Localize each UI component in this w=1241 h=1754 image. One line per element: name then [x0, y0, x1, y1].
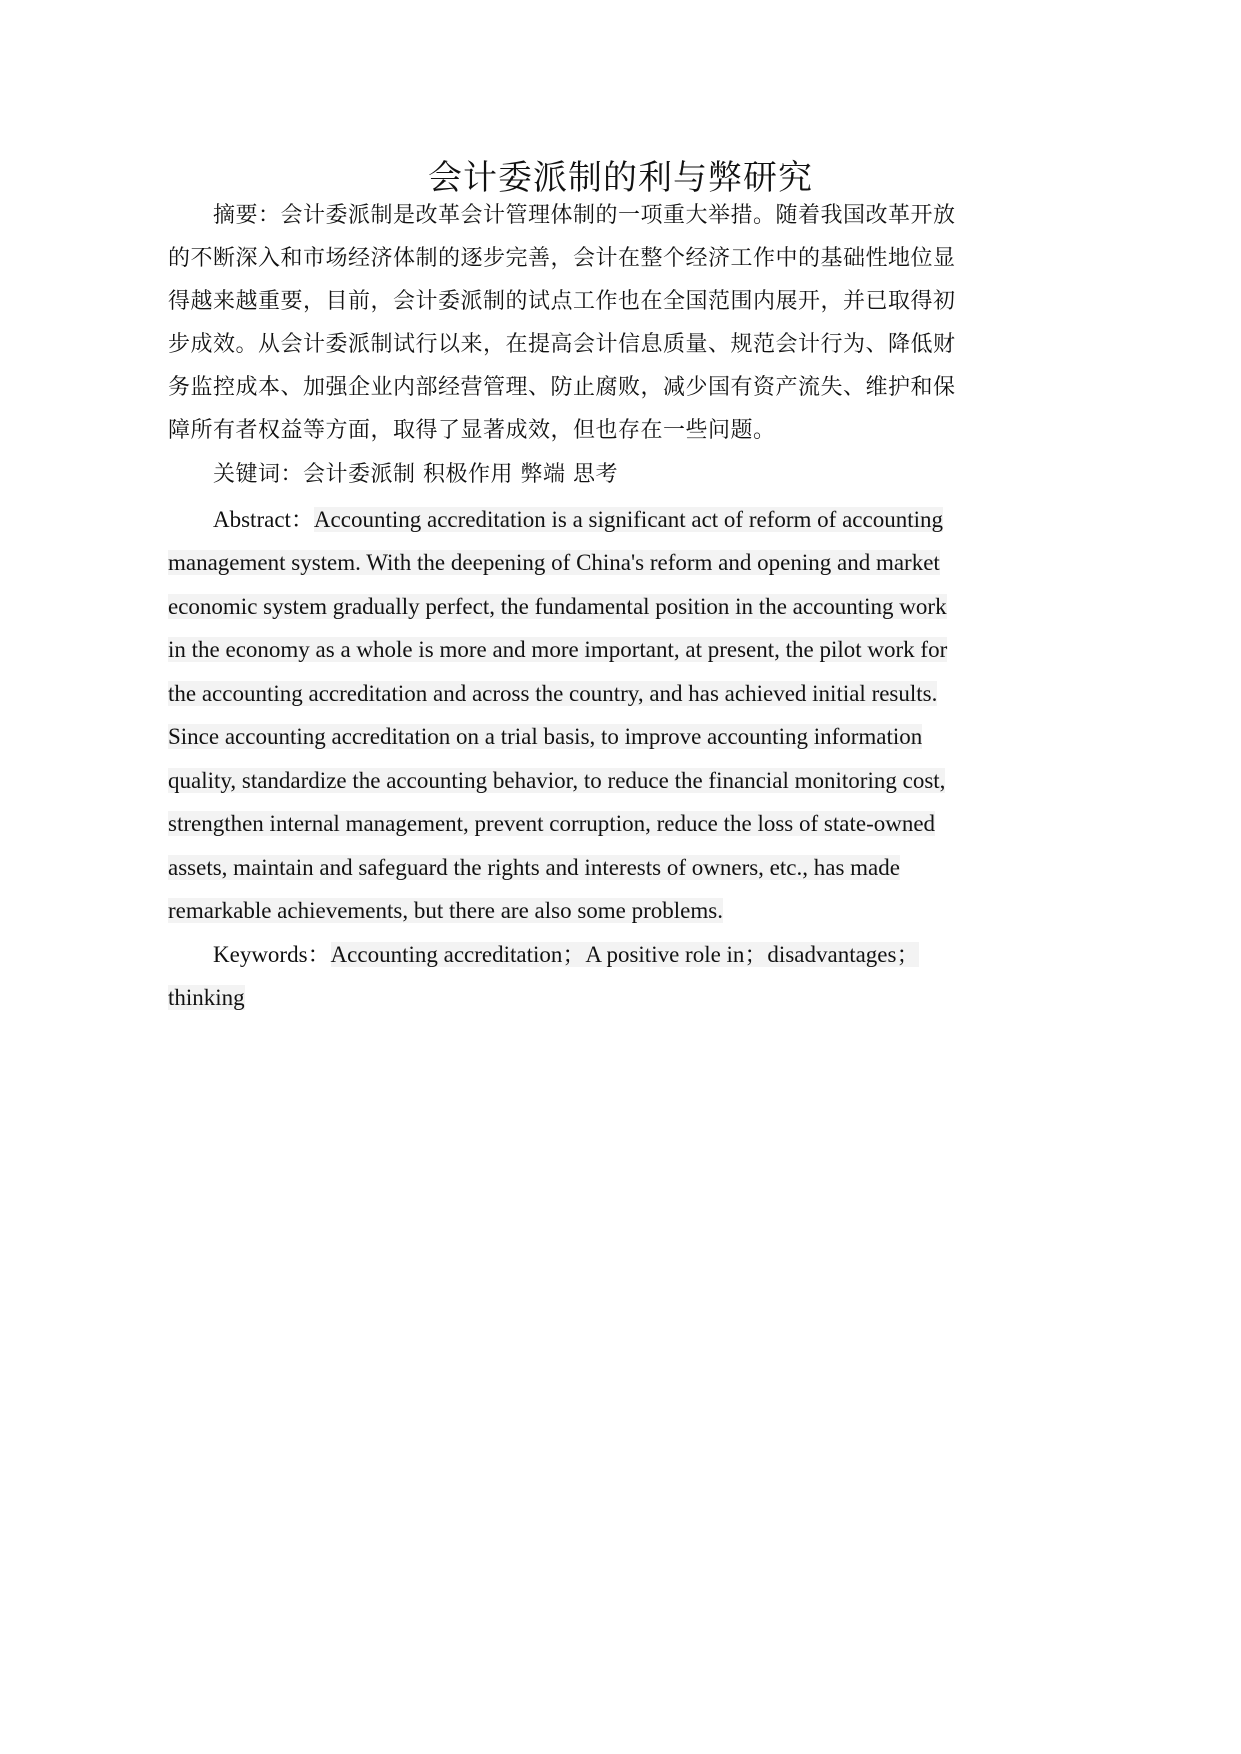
abstract-en-line: in the economy as a whole is more and more important, at present, the pilot work for: [168, 637, 948, 662]
abstract-en-row: [168, 547, 940, 579]
abstract-en-line: strengthen internal management, prevent corruption, reduce the loss of state-owned: [168, 811, 936, 836]
abstract-en-first-line: [213, 504, 943, 536]
abstract-en-row: [168, 852, 900, 884]
abstract-en-label: Abstract：: [213, 507, 314, 532]
abstract-en-line: remarkable achievements, but there are also some problems.: [168, 898, 723, 923]
abstract-en-row: [168, 765, 945, 797]
abstract-en-row: [168, 634, 947, 666]
keywords-en-line: Accounting accreditation；A positive role in；disadvantages；: [330, 942, 920, 967]
abstract-zh-line: 得越来越重要，目前，会计委派制的试点工作也在全国范围内展开，并已取得初: [168, 289, 956, 314]
paper-title: 会计委派制的利与弊研究: [428, 158, 813, 198]
abstract-en-row: [168, 678, 937, 710]
abstract-en-row: [168, 808, 935, 840]
abstract-en-line: the accounting accreditation and across the country, and has achieved initial results.: [168, 681, 938, 706]
abstract-en-line: economic system gradually perfect, the fundamental position in the accounting work: [168, 594, 947, 619]
abstract-en-line: Since accounting accreditation on a trial basis, to improve accounting information: [168, 724, 923, 749]
keywords-en-row: [168, 982, 245, 1014]
abstract-en-line: management system. With the deepening of China's reform and opening and market: [168, 550, 940, 575]
abstract-en-line: quality, standardize the accounting behavior, to reduce the financial monitoring cost,: [168, 768, 946, 793]
abstract-zh-line: 障所有者权益等方面，取得了显著成效，但也存在一些问题。: [168, 418, 776, 443]
abstract-en-line: Accounting accreditation is a significant act of reform of accounting: [313, 507, 943, 532]
abstract-en-line: assets, maintain and safeguard the rights and interests of owners, etc., has made: [168, 855, 900, 880]
abstract-zh-line: 务监控成本、加强企业内部经营管理、防止腐败，减少国有资产流失、维护和保: [168, 375, 956, 400]
abstract-en-row: [168, 895, 723, 927]
abstract-zh-line: 步成效。从会计委派制试行以来，在提高会计信息质量、规范会计行为、降低财: [168, 332, 956, 357]
abstract-en-row: [168, 721, 922, 753]
abstract-zh-line: 摘要：会计委派制是改革会计管理体制的一项重大举措。随着我国改革开放: [213, 203, 956, 228]
keywords-en-first-line: [213, 939, 919, 971]
keywords-en-line: thinking: [168, 985, 245, 1010]
keywords-zh: 关键词：会计委派制 积极作用 弊端 思考: [213, 462, 618, 487]
abstract-zh-line: 的不断深入和市场经济体制的逐步完善，会计在整个经济工作中的基础性地位显: [168, 246, 956, 271]
abstract-en-row: [168, 591, 947, 623]
keywords-en-label: Keywords：: [213, 942, 331, 967]
